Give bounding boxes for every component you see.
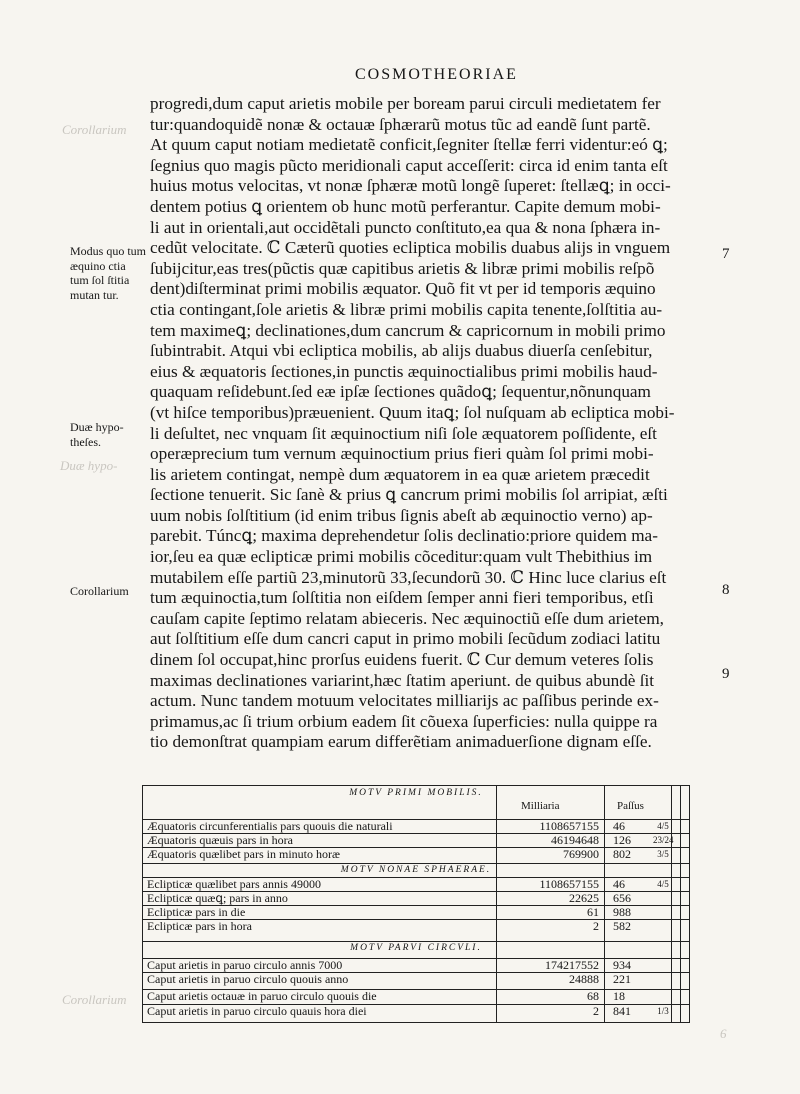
row-passus: 656 xyxy=(613,891,631,905)
row-milliaria: 24888 xyxy=(569,972,599,986)
bleed-through-note: Corollarium xyxy=(62,992,127,1007)
row-passus: 126 xyxy=(613,833,631,847)
text-line: ior,ſeu ea quæ eclipticæ primi mobilis cõceditur:quam vult Thebithius im xyxy=(150,547,653,567)
row-fraction: 4/5 xyxy=(657,821,669,831)
table-row xyxy=(143,989,689,1003)
text-line: tur:quandoquidẽ nonæ & octauæ ſphærarũ motus tũc ad eandẽ ſunt partẽ. xyxy=(150,114,651,134)
table-row xyxy=(143,877,689,891)
table-row xyxy=(143,1004,689,1018)
text-line: tum æquinoctia,tum ſolſtitia non eiſdem ſemper anni fieri temporibus, etſi xyxy=(150,588,654,608)
row-milliaria: 174217552 xyxy=(545,958,599,972)
row-description: Caput arietis in paruo circulo annis 7000 xyxy=(147,959,343,972)
text-line: huius motus velocitas, vt nonæ ſphæræ motũ longẽ ſuperet: ſtellæꝗ; in occi- xyxy=(150,176,671,196)
text-line: operæprecium tum vernum æquinoctium prius fieri quàm ſol primi mobi- xyxy=(150,444,654,464)
margin-number: 8 xyxy=(722,582,730,598)
text-line: At quum caput notiam medietatẽ conficit,ſegniter ſtellæ ferri videntur:eó ꝗ; xyxy=(150,135,668,155)
text-line: lis arietem contingat, nempè dum æquatorem in ea quæ arietem præcedit xyxy=(150,464,650,484)
row-description: Caput arietis octauæ in paruo circulo quouis die xyxy=(147,990,377,1003)
table-section-title: MOTV PRIMI MOBILIS. xyxy=(349,788,483,798)
text-line: cedũt velocitate. ℂ Cæterũ quoties ecliptica mobilis duabus aliјs in vnguem xyxy=(150,238,671,258)
text-line: progredi,dum caput arietis mobile per boream parui circuli medietatem fer xyxy=(150,94,661,113)
row-milliaria: 769900 xyxy=(563,847,599,861)
row-passus: 934 xyxy=(613,958,631,972)
row-description: Æquatoris quælibet pars in minuto horæ xyxy=(147,848,340,861)
text-line: ſubijcitur,eas tres(pũctis quæ capitibus arietis & libræ primi mobilis reſpõ xyxy=(150,258,655,278)
table-row xyxy=(143,905,689,919)
text-line: dent)diſterminat primi mobilis æquator. Quõ fit vt per id temporis æquino xyxy=(150,279,656,299)
row-description: Eclipticæ quæꝗ; pars in anno xyxy=(147,892,288,905)
text-line: tio demonſtrat quampiam earum differẽtiam animaduerſione dignam eſſe. xyxy=(150,732,652,752)
column-header-passus: Paſſus xyxy=(617,800,644,812)
text-line: ſegnius quo magis pũcto meridionali caput acceſſerit: circa id enim tanta eſt xyxy=(150,155,668,175)
row-milliaria: 1108657155 xyxy=(539,819,599,833)
row-passus: 988 xyxy=(613,905,631,919)
table-row xyxy=(143,891,689,905)
body-text xyxy=(150,94,710,753)
text-line: li deſultet, nec vnquam ſit æquinoctium niſi ſole æquatorem poſſidente, eſt xyxy=(150,423,657,443)
text-line: dentem potius ꝗ orientem ob hunc motũ perferantur. Capite demum mobi- xyxy=(150,196,661,216)
text-line: actum. Nunc tandem motuum velocitates milliarijs ac paſſibus perinde ex- xyxy=(150,691,659,711)
section-title-row xyxy=(143,941,689,954)
row-milliaria: 46194648 xyxy=(551,833,599,847)
row-description: Eclipticæ pars in die xyxy=(147,906,246,919)
row-milliaria: 68 xyxy=(587,989,599,1003)
text-line: primamus,ac ſi trium orbium eadem ſit cõuexa ſuperficies: nulla quippe ra xyxy=(150,711,658,731)
bleed-through-note: Duæ hypo- xyxy=(60,458,118,473)
row-milliaria: 2 xyxy=(593,1004,599,1018)
text-line: ſubintrabit. Atqui vbi ecliptica mobilis, ab alijs duabus diuerſa cenſebitur, xyxy=(150,341,653,361)
row-fraction: 4/5 xyxy=(657,879,669,889)
text-line: dinem ſol occupat,hinc prorſus euidens fuerit. ℂ Cur demum veteres ſolis xyxy=(150,650,654,670)
running-header: COSMOTHEORIAE xyxy=(355,66,518,83)
table-section-title: MOTV NONAE SPHAERAE. xyxy=(340,865,492,875)
row-passus: 802 xyxy=(613,847,631,861)
column-header-milliaria: Milliaria xyxy=(521,800,560,812)
row-milliaria: 22625 xyxy=(569,891,599,905)
row-milliaria: 2 xyxy=(593,919,599,933)
margin-note-equinox: Modus quo tum æquino ctia tum ſol ſtitia mutan tur. xyxy=(70,244,147,302)
margin-number: 7 xyxy=(722,246,730,262)
row-description: Caput arietis in paruo circulo quauis hora diei xyxy=(147,1005,367,1018)
text-line: maximas declinationes variarint,hæc ſtatim aperiunt. de quibus abundè ſit xyxy=(150,670,655,690)
margin-note-hypotheses: Duæ hypo- theſes. xyxy=(70,420,124,449)
text-line: cauſam capite ſeptimo relatam abieceris. Nec æquinoctiũ eſſe dum arietem, xyxy=(150,608,664,628)
text-line: eius & æquatoris ſectiones,in punctis æquinoctialibus primi mobilis haud- xyxy=(150,361,658,381)
table-row xyxy=(143,819,689,833)
section-title-row xyxy=(143,863,689,876)
margin-note-corollarium: Corollarium xyxy=(70,584,129,598)
text-line: mutabilem eſſe partiũ 23,minutorũ 33,ſecundorũ 30. ℂ Hinc luce clarius eſt xyxy=(150,567,667,587)
text-line: parebit. Túncꝗ; maxima deprehendetur ſolis declinatio:priore quidem ma- xyxy=(150,526,658,546)
row-passus: 46 xyxy=(613,877,625,891)
table-row xyxy=(143,972,689,986)
text-line: tem maximeꝗ; declinationes,dum cancrum & capricornum in mobili primo xyxy=(150,320,666,340)
bleed-through-note: Corollarium xyxy=(62,122,127,137)
text-line: (vt hiſce temporibus)præuenient. Quum itaꝗ; ſol nuſquam ab ecliptica mobi- xyxy=(150,402,675,422)
row-description: Æquatoris circunferentialis pars quouis die naturali xyxy=(147,820,393,833)
velocity-table xyxy=(142,785,690,1023)
text-line: aut ſolſtitium eſſe dum cancri caput in primo mobili ſecũdum zodiaci latitu xyxy=(150,629,661,649)
row-description: Caput arietis in paruo circulo quouis anno xyxy=(147,973,349,986)
row-fraction: 1/3 xyxy=(657,1006,669,1016)
table-row xyxy=(143,958,689,972)
row-description: Æquatoris quæuis pars in hora xyxy=(147,834,293,847)
table-row xyxy=(143,919,689,933)
table-section-title: MOTV PARVI CIRCVLI. xyxy=(350,943,482,953)
row-passus: 46 xyxy=(613,819,625,833)
row-fraction: 23/24 xyxy=(653,835,674,845)
row-passus: 582 xyxy=(613,919,631,933)
bleed-through-note: 6 xyxy=(720,1026,727,1041)
row-description: Eclipticæ quælibet pars annis 49000 xyxy=(147,878,321,891)
row-passus: 841 xyxy=(613,1004,631,1018)
row-fraction: 3/5 xyxy=(657,849,669,859)
text-line: ſectione tenuerit. Sic ſanè & prius ꝗ cancrum primi mobilis ſol arripiat, æſti xyxy=(150,485,668,505)
margin-number: 9 xyxy=(722,666,730,682)
row-passus: 18 xyxy=(613,989,625,1003)
text-line: quaquam reſidebunt.ſed eæ ipſæ ſectiones quãdoꝗ; ſequentur,nõnunquam xyxy=(150,382,651,402)
text-line: li aut in orientali,aut occidẽtali puncto conſtituto,ea qua & nona ſphæra in- xyxy=(150,217,661,237)
text-line: ctia contingant,ſole arietis & libræ primi mobilis capita tenente,ſolſtitia au- xyxy=(150,299,663,319)
row-milliaria: 61 xyxy=(587,905,599,919)
table-row xyxy=(143,847,689,861)
table-row xyxy=(143,833,689,847)
row-description: Eclipticæ pars in hora xyxy=(147,920,252,933)
row-passus: 221 xyxy=(613,972,631,986)
row-milliaria: 1108657155 xyxy=(539,877,599,891)
text-line: uum nobis ſolſtitium (id enim tribus ſignis abeſt ab æquinoctio verno) ap- xyxy=(150,505,653,525)
